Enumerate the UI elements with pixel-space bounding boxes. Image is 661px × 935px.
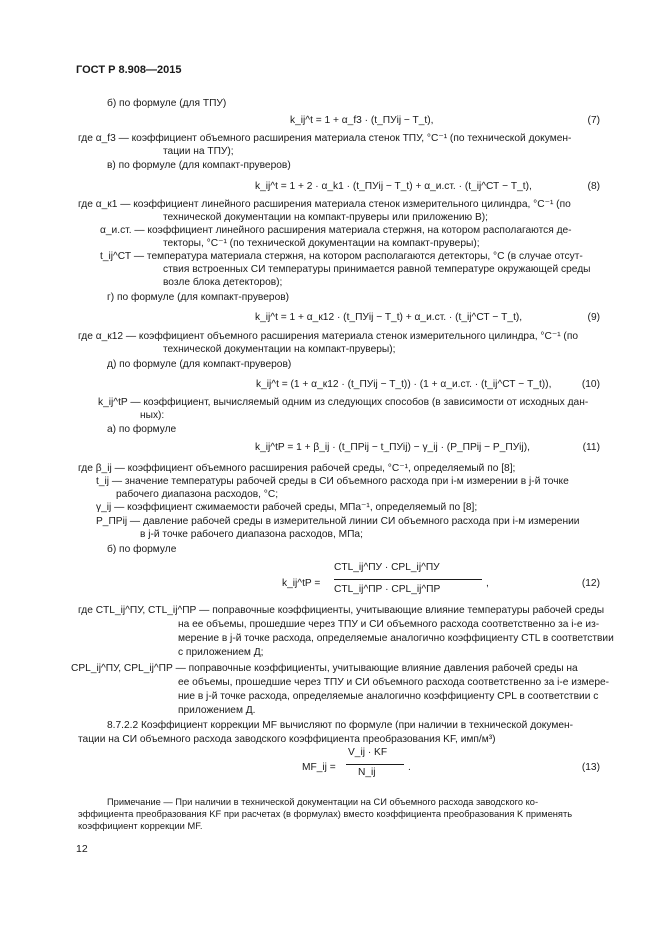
text-line: где α_f3 — коэффициент объемного расширения материала стенок ТПУ, °С⁻¹ (по технической докумен- xyxy=(78,133,572,144)
formula-13-numerator: V_ij · KF xyxy=(348,747,388,758)
fraction-bar xyxy=(334,579,482,580)
text-line: б) по формуле xyxy=(107,544,177,555)
text-line: б) по формуле (для ТПУ) xyxy=(107,98,227,109)
formula-8: k_ij^t = 1 + 2 · α_k1 · (t_ПУij − T_t) + α_и.ст. · (t_ij^СТ − T_t), xyxy=(255,181,532,192)
equation-number: (9) xyxy=(587,312,600,323)
formula-10: k_ij^t = (1 + α_к12 · (t_ПУij − T_t)) · (1 + α_и.ст. · (t_ij^СТ − T_t)), xyxy=(256,379,552,390)
text-line: на ее объемы, прошедшие через ТПУ и СИ объемного расхода соответственно за i-е из- xyxy=(178,619,600,630)
text-line: где α_к12 — коэффициент объемного расширения материала стенок измерительного цилиндра, °С⁻¹ (по xyxy=(78,331,579,342)
note-line: эффициента преобразования KF при расчетах (в формулах) вместо коэффициента преобразования K применять xyxy=(78,809,573,819)
text-line: рабочего диапазона расходов, °С; xyxy=(116,489,279,500)
equation-number: (11) xyxy=(582,442,600,453)
text-line: γ_ij — коэффициент сжимаемости рабочей среды, МПа⁻¹, определяемый по [8]; xyxy=(96,502,478,513)
text-line: д) по формуле (для компакт-пруверов) xyxy=(107,359,292,370)
formula-7: k_ij^t = 1 + α_f3 · (t_ПУij − T_t), xyxy=(290,115,434,126)
formula-13-lhs: MF_ij = xyxy=(302,762,336,773)
text-line: г) по формуле (для компакт-пруверов) xyxy=(107,292,290,303)
text-line: технической документации на компакт-пруверы); xyxy=(163,344,396,355)
text-line: где CTL_ij^ПУ, CTL_ij^ПР — поправочные коэффициенты, учитывающие влияние температуры рабочей среды xyxy=(78,605,605,616)
formula-13-tail: . xyxy=(408,762,411,773)
text-line: мерение в j-й точке расхода, определяемые аналогично коэффициенту CTL в соответствии xyxy=(178,633,614,644)
equation-number: (10) xyxy=(581,379,600,390)
formula-11: k_ij^tP = 1 + β_ij · (t_ПРij − t_ПУij) − γ_ij · (P_ПРij − P_ПУij), xyxy=(255,442,530,453)
text-line: где α_к1 — коэффициент линейного расширения материала стенок измерительного цилиндра, °С⁻¹ (по xyxy=(78,199,571,210)
equation-number: (12) xyxy=(581,578,600,589)
text-line: ных): xyxy=(140,410,165,421)
text-line: 8.7.2.2 Коэффициент коррекции MF вычисляют по формуле (при наличии в технической докумен- xyxy=(107,720,574,731)
equation-number: (8) xyxy=(587,181,600,192)
text-line: приложением Д. xyxy=(178,705,256,716)
formula-12-numerator: CTL_ij^ПУ · CPL_ij^ПУ xyxy=(334,562,440,573)
text-line: с приложением Д; xyxy=(178,647,264,658)
page-number: 12 xyxy=(76,843,88,855)
formula-13-denominator: N_ij xyxy=(358,767,376,778)
text-line: t_ij^СТ — температура материала стержня, на котором располагаются детекторы, °С (в случае отсут- xyxy=(100,251,583,262)
text-line: P_ПРij — давление рабочей среды в измерительной линии СИ объемного расхода при i-м измерении xyxy=(96,516,580,527)
text-line: возле блока детекторов); xyxy=(163,277,283,288)
note-line: коэффициент коррекции MF. xyxy=(78,821,203,831)
formula-12-denominator: CTL_ij^ПР · CPL_ij^ПР xyxy=(334,584,441,595)
text-line: ние в j-й точке расхода, определяемые аналогично коэффициенту CPL в соответствии с xyxy=(178,691,599,702)
text-line: k_ij^tP — коэффициент, вычисляемый одним из следующих способов (в зависимости от исходных дан- xyxy=(98,397,589,408)
text-line: в j-й точке рабочего диапазона расходов, МПа; xyxy=(140,529,363,540)
text-line: а) по формуле xyxy=(107,424,177,435)
text-line: CPL_ij^ПУ, CPL_ij^ПР — поправочные коэффициенты, учитывающие влияние давления рабочей среды на xyxy=(71,663,578,674)
text-line: тации на ТПУ); xyxy=(163,146,234,157)
text-line: в) по формуле (для компакт-пруверов) xyxy=(107,160,291,171)
text-line: α_и.ст. — коэффициент линейного расширения материала стержня, на котором располагаются де- xyxy=(100,225,572,236)
equation-number: (13) xyxy=(581,762,600,773)
equation-number: (7) xyxy=(587,115,600,126)
document-header: ГОСТ Р 8.908—2015 xyxy=(76,64,182,76)
text-line: тации на СИ объемного расхода заводского коэффициента преобразования KF, имп/м³) xyxy=(78,734,496,745)
text-line: технической документации на компакт-пруверы или приложению В); xyxy=(163,212,488,223)
text-line: t_ij — значение температуры рабочей среды в СИ объемного расхода при i-м измерении в j-й точке xyxy=(96,476,569,487)
text-line: текторы, °С⁻¹ (по технической документации на компакт-пруверы); xyxy=(163,238,480,249)
fraction-bar xyxy=(346,764,404,765)
note-line: Примечание — При наличии в технической документации на СИ объемного расхода заводского ко- xyxy=(107,797,539,807)
formula-9: k_ij^t = 1 + α_к12 · (t_ПУij − T_t) + α_и.ст. · (t_ij^СТ − T_t), xyxy=(255,312,523,323)
formula-12-lhs: k_ij^tP = xyxy=(282,578,321,589)
text-line: ее объемы, прошедшие через ТПУ и СИ объемного расхода соответственно за i-е измере- xyxy=(178,677,610,688)
text-line: где β_ij — коэффициент объемного расширения рабочей среды, °С⁻¹, определяемый по [8]; xyxy=(78,463,516,474)
text-line: ствия встроенных СИ температуры принимается равной температуре окружающей среды xyxy=(163,264,591,275)
formula-12-tail: , xyxy=(486,578,489,589)
